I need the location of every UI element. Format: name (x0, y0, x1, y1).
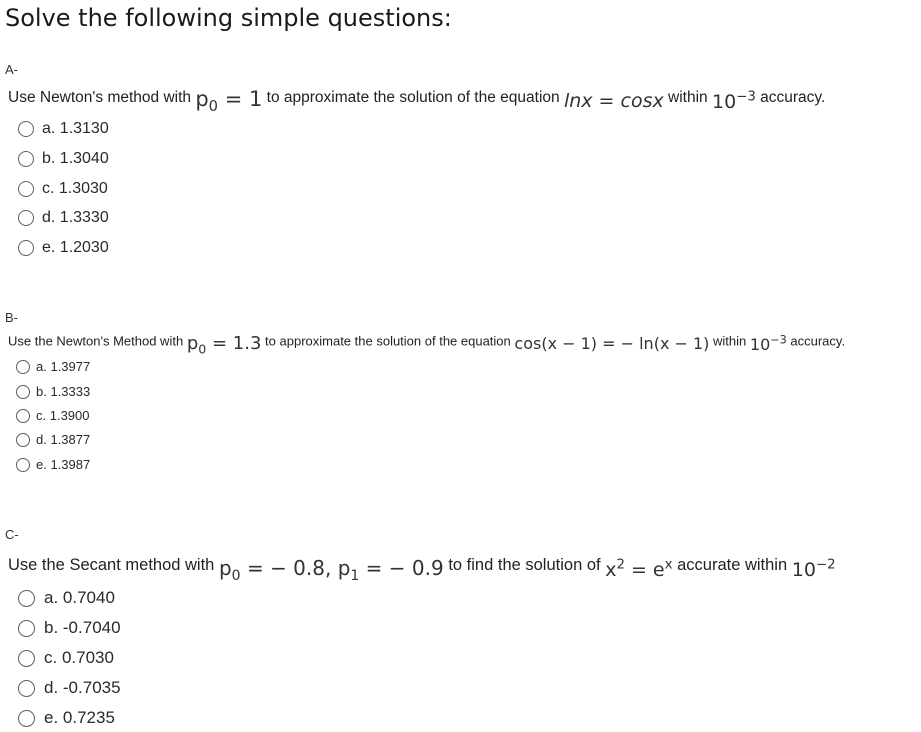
question-c-intro: Use the Secant method with (8, 556, 215, 574)
option-b-a[interactable]: a. 1.3977 (16, 359, 90, 374)
option-b-d[interactable]: d. 1.3877 (16, 432, 90, 447)
radio-button[interactable] (18, 210, 34, 226)
question-a-label: A- (5, 62, 18, 77)
question-c-equation: $x^2 = e^x$ (605, 557, 673, 581)
option-b-b[interactable]: b. 1.3333 (16, 384, 90, 399)
radio-button[interactable] (18, 240, 34, 256)
question-a-within: within (668, 89, 708, 106)
radio-button[interactable] (16, 458, 30, 472)
radio-button[interactable] (16, 409, 30, 423)
option-c-c[interactable]: c. 0.7030 (18, 648, 114, 668)
question-b-equation: cos(x − 1) = − ln(x − 1) (514, 334, 710, 354)
question-a-initial-value: $p_0 = 1$ (195, 87, 263, 116)
radio-button[interactable] (18, 121, 34, 137)
radio-button[interactable] (16, 433, 30, 447)
question-c-label: C- (5, 527, 19, 542)
option-b-e[interactable]: e. 1.3987 (16, 457, 90, 472)
question-b-tolerance: $10^{-3}$ (749, 334, 787, 355)
question-a-end: accuracy. (760, 89, 826, 106)
question-c-text (8, 551, 836, 584)
question-b-end: accuracy. (790, 333, 846, 349)
option-c-a[interactable]: a. 0.7040 (18, 588, 115, 608)
option-c-d[interactable]: d. -0.7035 (18, 678, 121, 698)
option-b-c[interactable]: c. 1.3900 (16, 408, 90, 423)
question-b-text (8, 329, 846, 357)
option-a-e[interactable]: e. 1.2030 (18, 239, 109, 257)
question-a-middle: to approximate the solution of the equation (266, 89, 560, 106)
radio-button[interactable] (18, 620, 35, 637)
question-b-middle: to approximate the solution of the equation (265, 333, 511, 349)
question-a-text (8, 83, 826, 116)
question-a-equation: lnx = cosx (563, 90, 664, 112)
question-c-middle: to find the solution of (448, 556, 601, 574)
radio-button[interactable] (18, 710, 35, 727)
radio-button[interactable] (16, 360, 30, 374)
question-a-tolerance: $10^{-3}$ (712, 89, 756, 113)
radio-button[interactable] (18, 650, 35, 667)
radio-button[interactable] (18, 181, 34, 197)
option-a-c[interactable]: c. 1.3030 (18, 180, 108, 198)
radio-button[interactable] (16, 385, 30, 399)
question-b-initial-value: $p_0 = 1.3$ (186, 333, 262, 357)
radio-button[interactable] (18, 590, 35, 607)
option-a-a[interactable]: a. 1.3130 (18, 120, 109, 138)
radio-button[interactable] (18, 680, 35, 697)
question-b-within: within (713, 333, 747, 349)
question-b-intro: Use the Newton's Method with (8, 333, 184, 349)
radio-button[interactable] (18, 151, 34, 167)
option-c-e[interactable]: e. 0.7235 (18, 708, 115, 728)
option-c-b[interactable]: b. -0.7040 (18, 618, 121, 638)
option-a-b[interactable]: b. 1.3040 (18, 150, 109, 168)
question-c-tolerance: $10^{-2}$ (791, 557, 836, 581)
question-c-initial-values: $p_0$ = − 0.8, $p_1$ = − 0.9 (218, 556, 444, 584)
question-a-intro: Use Newton's method with (8, 89, 192, 106)
question-b-label: B- (5, 310, 18, 325)
option-a-d[interactable]: d. 1.3330 (18, 209, 109, 227)
page-title: Solve the following simple questions: (5, 4, 452, 32)
question-c-end: accurate within (677, 556, 788, 574)
